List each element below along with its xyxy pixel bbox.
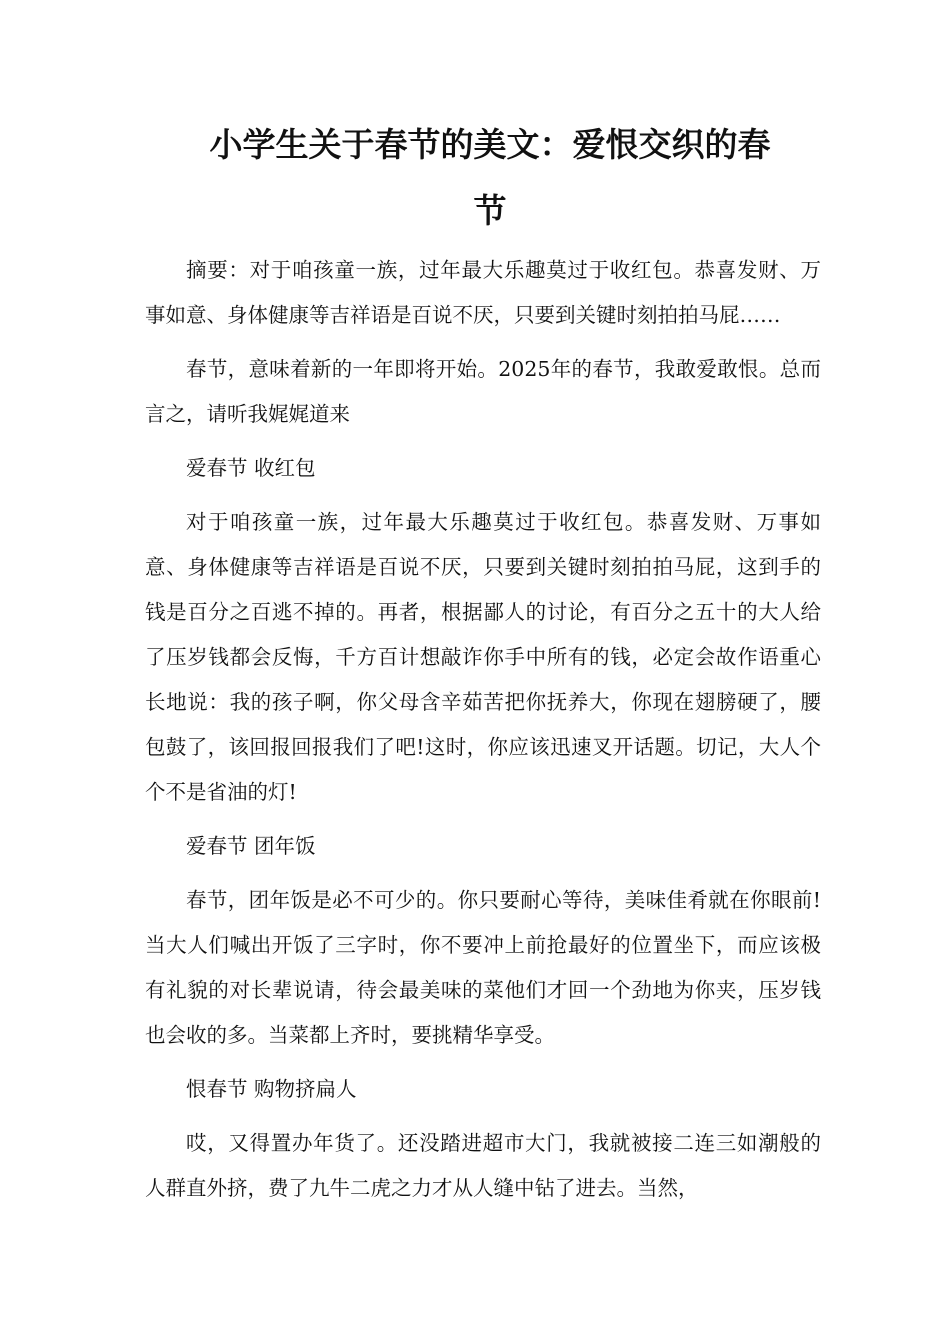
reunion-dinner-paragraph: 春节，团年饭是必不可少的。你只要耐心等待，美味佳肴就在你眼前!当大人们喊出开饭了三字时，你不要冲上前抢最好的位置坐下，而应该极有礼貌的对长辈说请，待会最美味的菜他们才回一个劲地为你夹，压岁钱也会收的多。当菜都上齐时，要挑精华享受。: [145, 888, 821, 1047]
abstract-paragraph: 摘要：对于咱孩童一族，过年最大乐趣莫过于收红包。恭喜发财、万事如意、身体健康等吉祥语是百说不厌，只要到关键时刻拍拍马屁……: [145, 258, 821, 327]
title-line-1: 小学生关于春节的美文：爱恨交织的春: [209, 125, 771, 164]
subheading-shopping: 恨春节 购物挤扁人: [186, 1077, 357, 1101]
document-title: [150, 112, 830, 244]
red-envelope-paragraph: 对于咱孩童一族，过年最大乐趣莫过于收红包。恭喜发财、万事如意、身体健康等吉祥语是百说不厌，只要到关键时刻拍拍马屁，这到手的钱是百分之百逃不掉的。再者，根据鄙人的讨论，有百分之五十的大人给了压岁钱都会反悔，千方百计想敲诈你手中所有的钱，必定会故作语重心长地说：我的孩子啊，你父母含辛茹苦把你抚养大，你现在翅膀硬了，腰包鼓了，该回报回报我们了吧!这时，你应该迅速叉开话题。切记，大人个个不是省油的灯!: [145, 510, 821, 804]
intro-paragraph: 春节，意味着新的一年即将开始。2025年的春节，我敢爱敢恨。总而言之，请听我娓娓道来: [145, 357, 821, 426]
subheading-reunion-dinner: 爱春节 团年饭: [186, 834, 316, 858]
title-line-2: 节: [473, 191, 507, 230]
shopping-paragraph: 哎，又得置办年货了。还没踏进超市大门，我就被接二连三如潮般的人群直外挤，费了九牛二虎之力才从人缝中钻了进去。当然，: [145, 1131, 821, 1200]
document-body: [145, 248, 821, 1220]
subheading-red-envelope: 爱春节 收红包: [186, 456, 316, 480]
